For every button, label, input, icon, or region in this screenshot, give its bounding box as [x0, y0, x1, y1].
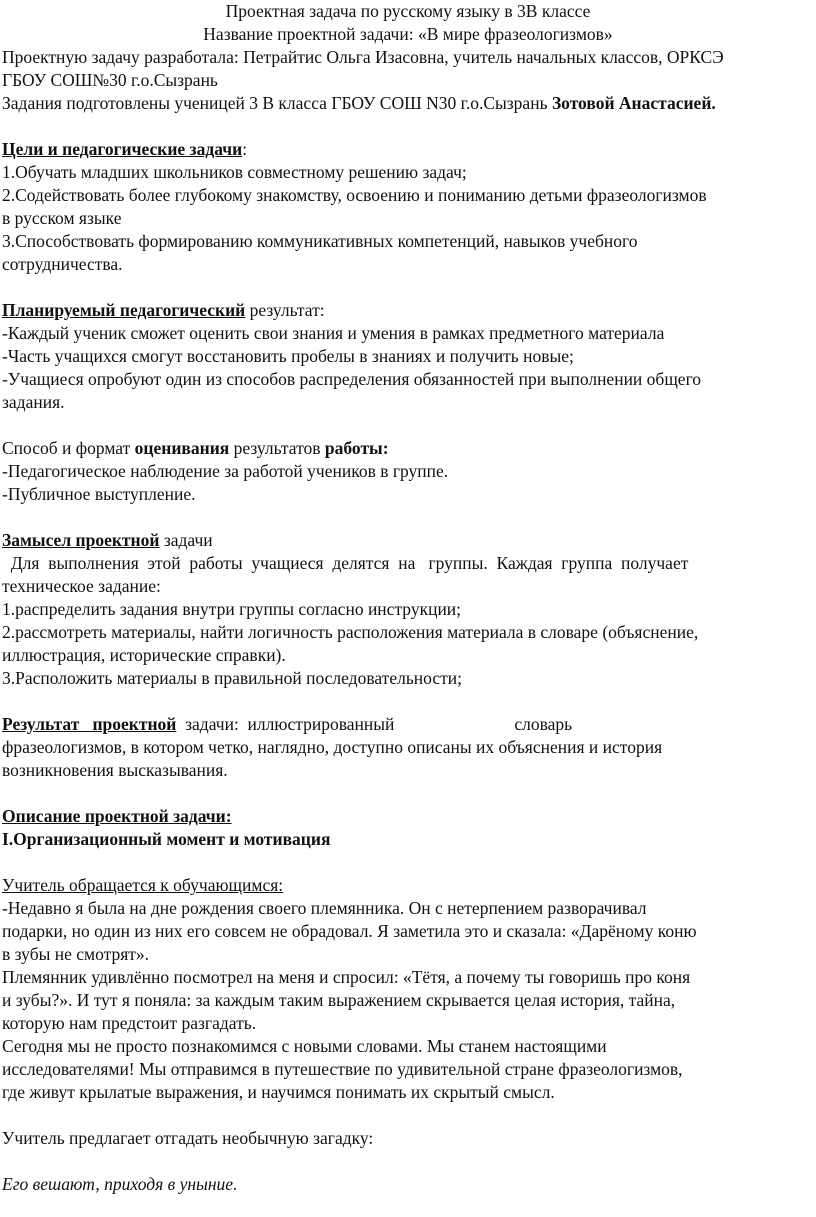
assessment-item: -Педагогическое наблюдение за работой учеников в группе.	[2, 461, 449, 481]
teacher-text-line: подарки, но один из них его совсем не обрадовал. Я заметила это и сказала: «Дарёному коню	[2, 921, 697, 941]
teacher-text-line: -Недавно я была на дне рождения своего племянника. Он с нетерпением разворачивал	[2, 898, 647, 918]
planned-item: -Учащиеся опробуют один из способов распределения обязанностей при выполнении общего	[2, 369, 702, 389]
teacher-intro: Учитель обращается к обучающимся:	[2, 875, 284, 895]
concept-heading: Замысел проектной задачи	[2, 530, 213, 550]
concept-item: 1.распределить задания внутри группы согласно инструкции;	[2, 599, 462, 619]
author-line: Проектную задачу разработала: Петрайтис Ольга Изасовна, учитель начальных классов, ОРКСЭ	[2, 47, 724, 67]
riddle-intro: Учитель предлагает отгадать необычную загадку:	[2, 1128, 374, 1148]
planned-item: -Часть учащихся смогут восстановить пробелы в знаниях и получить новые;	[2, 346, 574, 366]
teacher-text-line: где живут крылатые выражения, и научимся понимать их скрытый смысл.	[2, 1082, 555, 1102]
planned-item: -Каждый ученик сможет оценить свои знания и умения в рамках предметного материала	[2, 323, 665, 343]
result-line: фразеологизмов, в котором четко, наглядно, доступно описаны их объяснения и история	[2, 737, 663, 757]
section-heading: I.Организационный момент и мотивация	[2, 829, 331, 849]
prepared-by-text: Задания подготовлены ученицей 3 В класса ГБОУ СОШ N30 г.о.Сызрань	[2, 93, 552, 113]
goal-item: 3.Способствовать формированию коммуникативных компетенций, навыков учебного	[2, 231, 638, 251]
concept-item: иллюстрация, исторические справки).	[2, 645, 286, 665]
concept-item: 2.рассмотреть материалы, найти логичность расположения материала в словаре (объяснение,	[2, 622, 699, 642]
result-heading: Результат проектной задачи: иллюстрированный словарь	[2, 714, 573, 734]
assessment-heading: Способ и формат оценивания результатов работы:	[2, 438, 389, 458]
goal-item: сотрудничества.	[2, 254, 123, 274]
planned-item: задания.	[2, 392, 65, 412]
prepared-by	[2, 92, 814, 115]
project-name: Название проектной задачи: «В мире фразеологизмов»	[203, 24, 613, 44]
teacher-text-line: которую нам предстоит разгадать.	[2, 1013, 257, 1033]
planned-heading: Планируемый педагогический результат:	[2, 300, 325, 320]
goals-heading: Цели и педагогические задачи:	[2, 139, 248, 159]
teacher-text-line: исследователями! Мы отправимся в путешествие по удивительной стране фразеологизмов,	[2, 1059, 683, 1079]
concept-intro-cont: техническое задание:	[2, 576, 161, 596]
author-school: ГБОУ СОШ№30 г.о.Сызрань	[2, 70, 218, 90]
document-title: Проектная задача по русскому языку в 3В классе	[225, 1, 591, 21]
teacher-text-line: и зубы?». И тут я поняла: за каждым таким выражением скрывается целая история, тайна,	[2, 990, 676, 1010]
description-heading: Описание проектной задачи:	[2, 806, 232, 826]
concept-item: 3.Расположить материалы в правильной последовательности;	[2, 668, 462, 688]
teacher-text-line: Сегодня мы не просто познакомимся с новыми словами. Мы станем настоящими	[2, 1036, 607, 1056]
concept-intro: Для выполнения этой работы учащиеся делятся на группы. Каждая группа получает	[2, 553, 689, 573]
goals-heading-text: Цели и педагогические задачи	[2, 139, 243, 159]
teacher-text-line: Племянник удивлённо посмотрел на меня и спросил: «Тётя, а почему ты говоришь про коня	[2, 967, 691, 987]
goal-item: 1.Обучать младших школьников совместному решению задач;	[2, 162, 467, 182]
student-name: Зотовой Анастасией.	[551, 93, 716, 113]
result-line: возникновения высказывания.	[2, 760, 228, 780]
assessment-item: -Публичное выступление.	[2, 484, 196, 504]
goal-item: 2.Содействовать более глубокому знакомству, освоению и пониманию детьми фразеологизмов	[2, 185, 707, 205]
teacher-text-line: в зубы не смотрят».	[2, 944, 150, 964]
riddle-text: Его вешают, приходя в уныние.	[2, 1174, 238, 1194]
goal-item: в русском языке	[2, 208, 122, 228]
planned-heading-bold: Планируемый педагогический	[2, 300, 246, 320]
